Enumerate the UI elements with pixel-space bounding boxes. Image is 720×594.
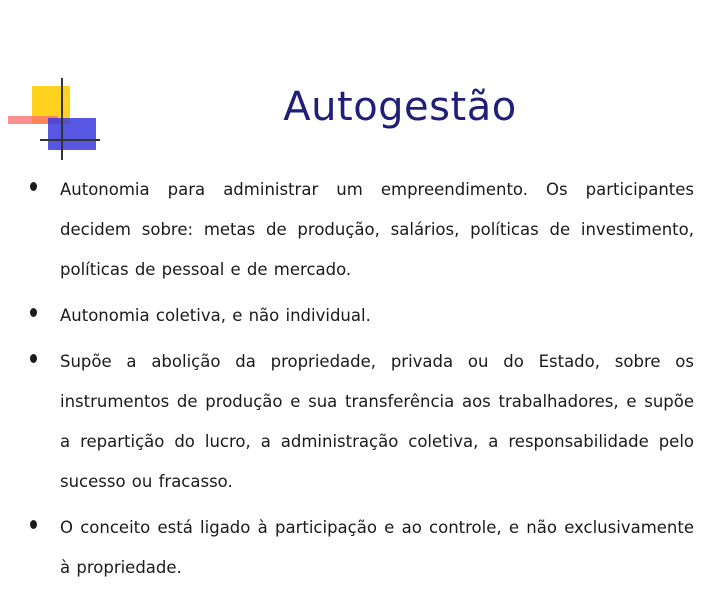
bullet-dot-icon xyxy=(30,308,37,317)
bullet-item xyxy=(30,508,694,588)
bullet-text: O conceito está ligado à participação e ao controle, e não exclusivamente à propriedade. xyxy=(60,518,694,577)
slide-title: Autogestão xyxy=(283,84,517,130)
bullet-text: Autonomia coletiva, e não individual. xyxy=(60,306,371,325)
logo-blue-square xyxy=(48,118,96,150)
bullet-item xyxy=(30,170,694,290)
bullet-dot-icon xyxy=(30,354,37,363)
bullet-dot-icon xyxy=(30,520,37,529)
bullet-item xyxy=(30,342,694,502)
bullet-item xyxy=(30,296,694,336)
bullet-dot-icon xyxy=(30,182,37,191)
bullet-list xyxy=(30,170,694,594)
bullet-text: Supõe a abolição da propriedade, privada ou do Estado, sobre os instrumentos de produção e sua transferência aos trabalhadores, e supõe a repartição do lucro, a administração coletiva, a responsabilidade pelo sucesso ou fracasso. xyxy=(60,352,694,491)
slide-logo xyxy=(0,0,110,170)
bullet-text: Autonomia para administrar um empreendimento. Os participantes decidem sobre: metas de produção, salários, políticas de investimento, políticas de pessoal e de mercado. xyxy=(60,180,694,279)
